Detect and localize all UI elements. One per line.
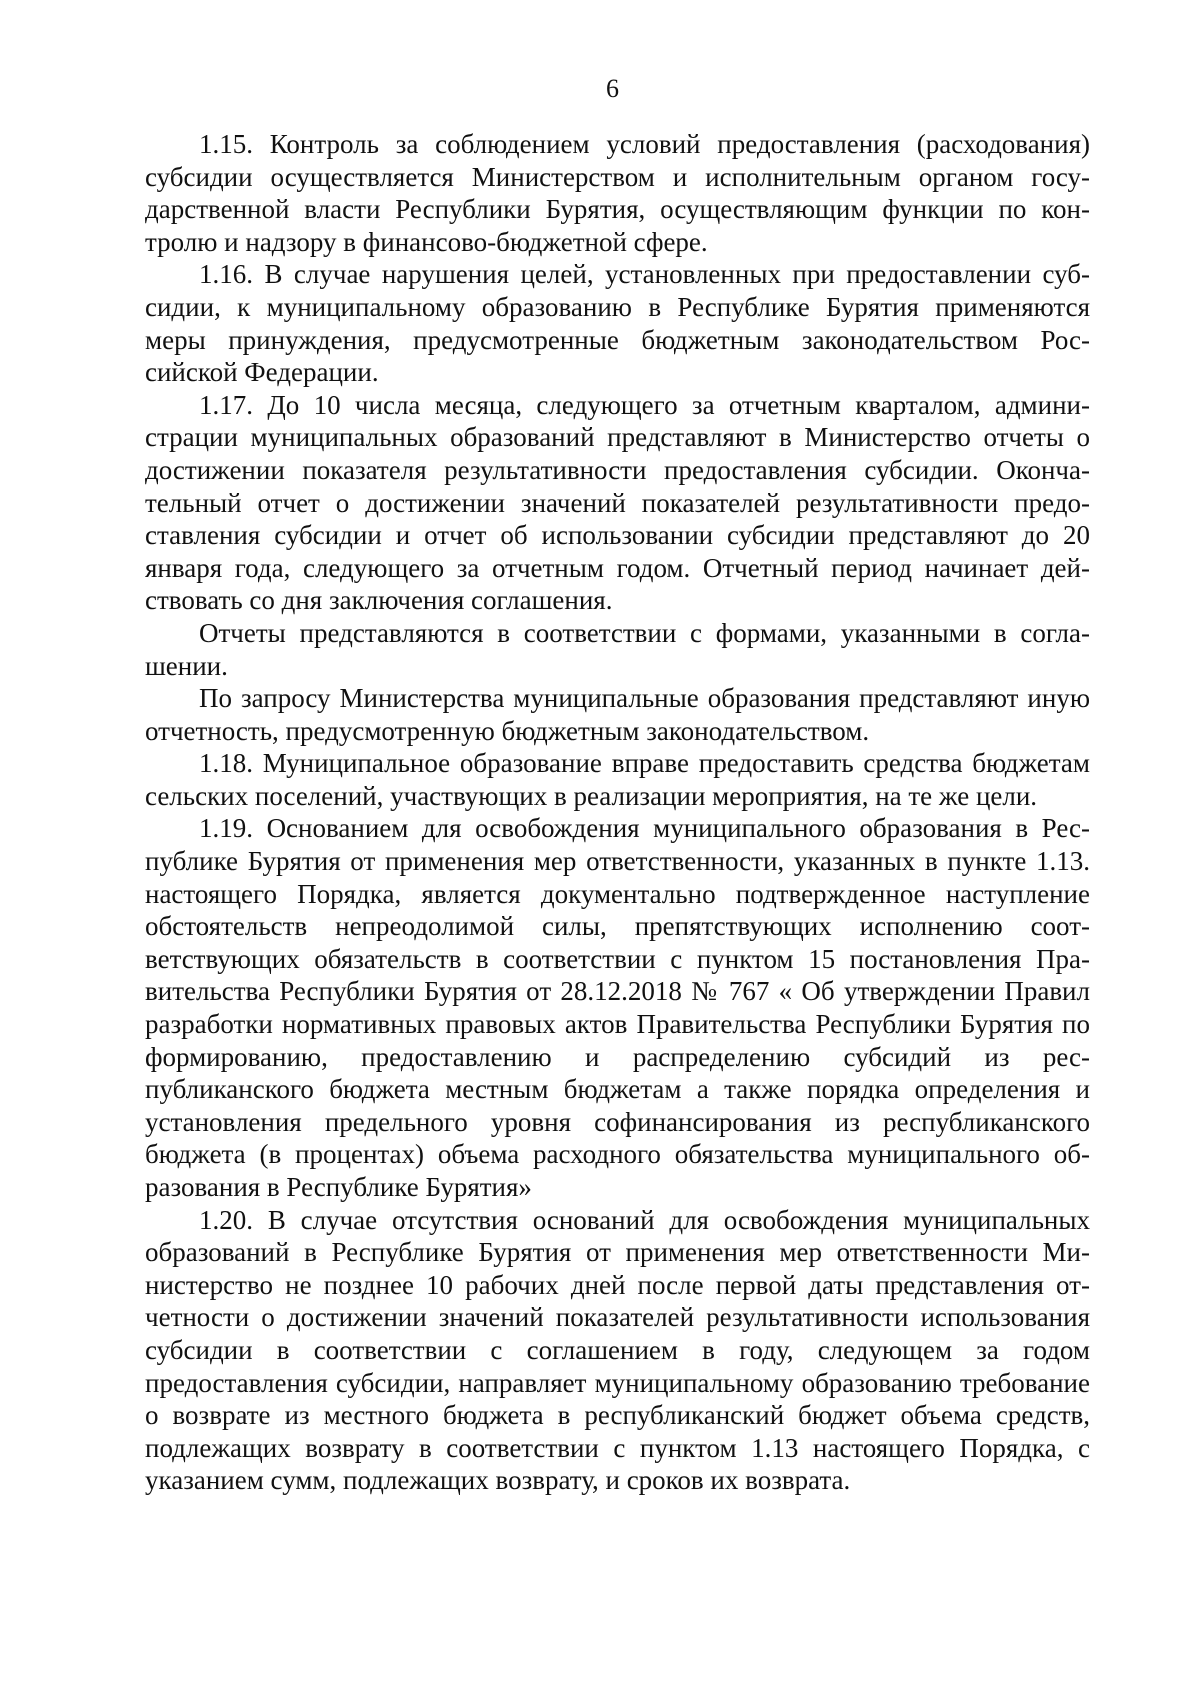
paragraph-ministry-request: По запросу Министерства муниципальные образования представляют иную отчетность, предусмотренную бюджетным законодательством.	[145, 683, 1090, 746]
paragraph-1-18: 1.18. Муниципальное образование вправе предоставить средства бюджетам сельских поселений, участвующих в реализации мероприятия, на те же цели.	[145, 748, 1090, 811]
document-body	[145, 128, 1090, 1497]
paragraph-1-20: 1.20. В случае отсутствия оснований для освобождения муниципальных образований в Республике Бурятия от применения мер ответственности Министерство не позднее 10 рабочих дней после первой даты представления отчетности о достижении значений показателей результативности использования субсидии в соответствии с соглашением в году, следующем за годом предоставления субсидии, направляет муниципальному образованию требование о возврате из местного бюджета в республиканский бюджет объема средств, подлежащих возврату в соответствии с пунктом 1.13 настоящего Порядка, с указанием сумм, подлежащих возврату, и сроков их возврата.	[145, 1204, 1090, 1496]
paragraph-1-16: 1.16. В случае нарушения целей, установленных при предоставлении субсидии, к муниципальному образованию в Республике Бурятия применяются меры принуждения, предусмотренные бюджетным законодательством Российской Федерации.	[145, 259, 1090, 388]
paragraph-1-19: 1.19. Основанием для освобождения муниципального образования в Республике Бурятия от применения мер ответственности, указанных в пункте 1.13. настоящего Порядка, является документально подтвержденное наступление обстоятельств непреодолимой силы, препятствующих исполнению соответствующих обязательств в соответствии с пунктом 15 постановления Правительства Республики Бурятия от 28.12.2018 № 767 « Об утверждении Правил разработки нормативных правовых актов Правительства Республики Бурятия по формированию, предоставлению и распределению субсидий из республиканского бюджета местным бюджетам а также порядка определения и установления предельного уровня софинансирования из республиканского бюджета (в процентах) объема расходного обязательства муниципального образования в Республике Бурятия»	[145, 813, 1090, 1202]
page-number: 6	[606, 74, 619, 103]
paragraph-1-15: 1.15. Контроль за соблюдением условий предоставления (расходования) субсидии осуществляется Министерством и исполнительным органом государственной власти Республики Бурятия, осуществляющим функции по контролю и надзору в финансово-бюджетной сфере.	[145, 129, 1090, 257]
paragraph-1-17: 1.17. До 10 числа месяца, следующего за отчетным кварталом, администрации муниципальных образований представляют в Министерство отчеты о достижении показателя результативности предоставления субсидии. Окончательный отчет о достижении значений показателей результативности предоставления субсидии и отчет об использовании субсидии представляют до 20 января года, следующего за отчетным годом. Отчетный период начинает действовать со дня заключения соглашения.	[145, 389, 1090, 616]
paragraph-reports-forms: Отчеты представляются в соответствии с формами, указанными в соглашении.	[145, 617, 1090, 681]
